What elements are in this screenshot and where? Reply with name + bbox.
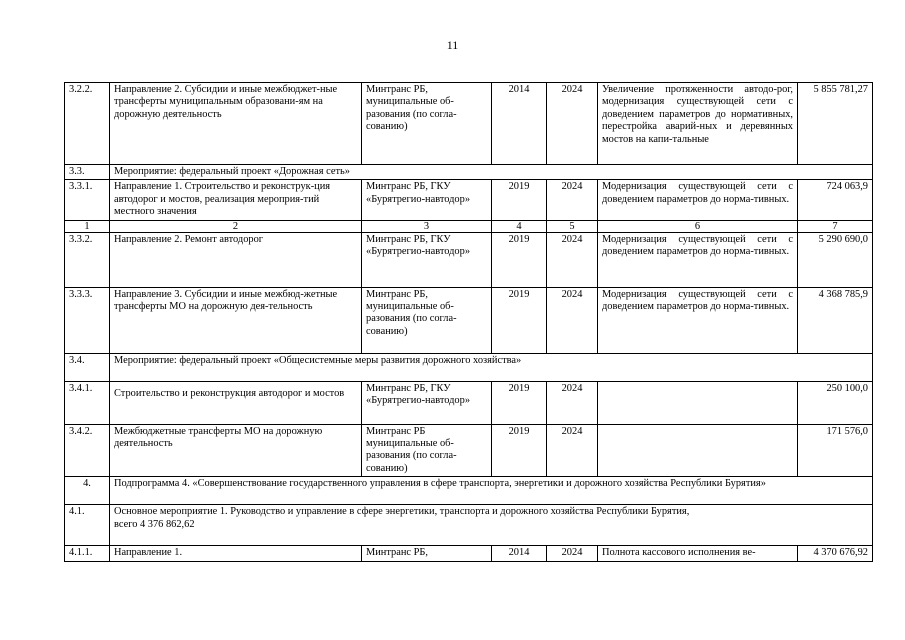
row-name: Направление 1. Строительство и реконструк-ция автодорог и мостов, реализация мероприя-тий местного значения bbox=[110, 180, 362, 220]
row-year-end: 2024 bbox=[547, 180, 598, 220]
table-row bbox=[65, 353, 873, 381]
column-number: 1 bbox=[65, 220, 110, 232]
row-result: Модернизация существующей сети с доведением параметров до норма-тивных. bbox=[598, 287, 798, 353]
column-number: 4 bbox=[492, 220, 547, 232]
row-year-start: 2019 bbox=[492, 287, 547, 353]
row-responsible: Минтранс РБ, муниципальные об-разования (по согла-сованию) bbox=[362, 287, 492, 353]
row-year-end: 2024 bbox=[547, 546, 598, 561]
row-name: Межбюджетные трансферты МО на дорожную деятельность bbox=[110, 424, 362, 477]
row-number: 4.1. bbox=[65, 505, 110, 546]
table-row bbox=[65, 180, 873, 220]
table-row bbox=[65, 424, 873, 477]
column-number: 5 bbox=[547, 220, 598, 232]
table-row bbox=[65, 477, 873, 505]
row-sum: 4 370 676,92 bbox=[798, 546, 873, 561]
row-year-end: 2024 bbox=[547, 83, 598, 165]
table-row bbox=[65, 287, 873, 353]
row-year-start: 2019 bbox=[492, 180, 547, 220]
row-result: Модернизация существующей сети с доведением параметров до норма-тивных. bbox=[598, 232, 798, 287]
row-sum: 724 063,9 bbox=[798, 180, 873, 220]
table-row bbox=[65, 232, 873, 287]
row-responsible: Минтранс РБ, ГКУ «Бурятрегио-навтодор» bbox=[362, 180, 492, 220]
row-number: 4.1.1. bbox=[65, 546, 110, 561]
row-section-title: Мероприятие: федеральный проект «Дорожная сеть» bbox=[110, 165, 873, 180]
row-result: Увеличение протяженности автодо-рог, модернизация существующей сети с доведением параметров до нормативных, перестройка аварий-ных и деревянных мостов на капи-тальные bbox=[598, 83, 798, 165]
row-section-title: Мероприятие: федеральный проект «Общесистемные меры развития дорожного хозяйства» bbox=[110, 353, 873, 381]
table-row bbox=[65, 83, 873, 165]
row-result: Модернизация существующей сети с доведением параметров до норма-тивных. bbox=[598, 180, 798, 220]
row-result: Полнота кассового исполнения ве- bbox=[598, 546, 798, 561]
row-year-end: 2024 bbox=[547, 424, 598, 477]
row-year-start: 2019 bbox=[492, 381, 547, 424]
row-name: Направление 3. Субсидии и иные межбюд-жетные трансферты МО на дорожную дея-тельность bbox=[110, 287, 362, 353]
section-title-line: Основное мероприятие 1. Руководство и управление в сфере энергетики, транспорта и дорожного хозяйства Республики Бурятия, bbox=[114, 506, 690, 518]
section-total-line: всего 4 376 862,62 bbox=[114, 518, 195, 530]
table-row bbox=[65, 381, 873, 424]
row-number: 3.3.3. bbox=[65, 287, 110, 353]
row-section-title: Подпрограмма 4. «Совершенствование государственного управления в сфере транспорта, энергетики и дорожного хозяйства Республики Бурятия» bbox=[110, 477, 873, 505]
row-responsible: Минтранс РБ, bbox=[362, 546, 492, 561]
row-sum: 4 368 785,9 bbox=[798, 287, 873, 353]
column-number: 3 bbox=[362, 220, 492, 232]
row-year-end: 2024 bbox=[547, 287, 598, 353]
row-sum: 250 100,0 bbox=[798, 381, 873, 424]
row-year-start: 2019 bbox=[492, 424, 547, 477]
row-number: 3.4.2. bbox=[65, 424, 110, 477]
column-number: 6 bbox=[598, 220, 798, 232]
table-row bbox=[65, 546, 873, 561]
row-year-start: 2014 bbox=[492, 546, 547, 561]
row-year-end: 2024 bbox=[547, 381, 598, 424]
row-year-start: 2019 bbox=[492, 232, 547, 287]
page-number: 11 bbox=[446, 38, 459, 52]
table-row bbox=[65, 505, 873, 546]
row-result bbox=[598, 424, 798, 477]
row-number: 3.4.1. bbox=[65, 381, 110, 424]
row-sum: 5 290 690,0 bbox=[798, 232, 873, 287]
row-name: Направление 1. bbox=[110, 546, 362, 561]
row-responsible: Минтранс РБ, ГКУ «Бурятрегио-навтодор» bbox=[362, 381, 492, 424]
row-number: 3.4. bbox=[65, 353, 110, 381]
row-sum: 5 855 781,27 bbox=[798, 83, 873, 165]
column-number: 7 bbox=[798, 220, 873, 232]
table-row bbox=[65, 165, 873, 180]
row-section-title bbox=[110, 505, 873, 546]
row-sum: 171 576,0 bbox=[798, 424, 873, 477]
row-result bbox=[598, 381, 798, 424]
row-name-text: Строительство и реконструкция автодорог и мостов bbox=[114, 387, 345, 399]
row-name: Направление 2. Ремонт автодорог bbox=[110, 232, 362, 287]
row-year-end: 2024 bbox=[547, 232, 598, 287]
row-year-start: 2014 bbox=[492, 83, 547, 165]
row-name bbox=[110, 381, 362, 424]
program-table bbox=[64, 82, 873, 562]
column-number-row bbox=[65, 220, 873, 232]
row-number: 4. bbox=[65, 477, 110, 505]
row-number: 3.3.2. bbox=[65, 232, 110, 287]
row-number: 3.2.2. bbox=[65, 83, 110, 165]
row-name: Направление 2. Субсидии и иные межбюджет-ные трансферты муниципальным образовани-ям на дорожную деятельность bbox=[110, 83, 362, 165]
column-number: 2 bbox=[110, 220, 362, 232]
row-responsible: Минтранс РБ муниципальные об-разования (по согла-сованию) bbox=[362, 424, 492, 477]
row-number: 3.3. bbox=[65, 165, 110, 180]
row-number: 3.3.1. bbox=[65, 180, 110, 220]
row-responsible: Минтранс РБ, ГКУ «Бурятрегио-навтодор» bbox=[362, 232, 492, 287]
row-responsible: Минтранс РБ, муниципальные об-разования (по согла-сованию) bbox=[362, 83, 492, 165]
